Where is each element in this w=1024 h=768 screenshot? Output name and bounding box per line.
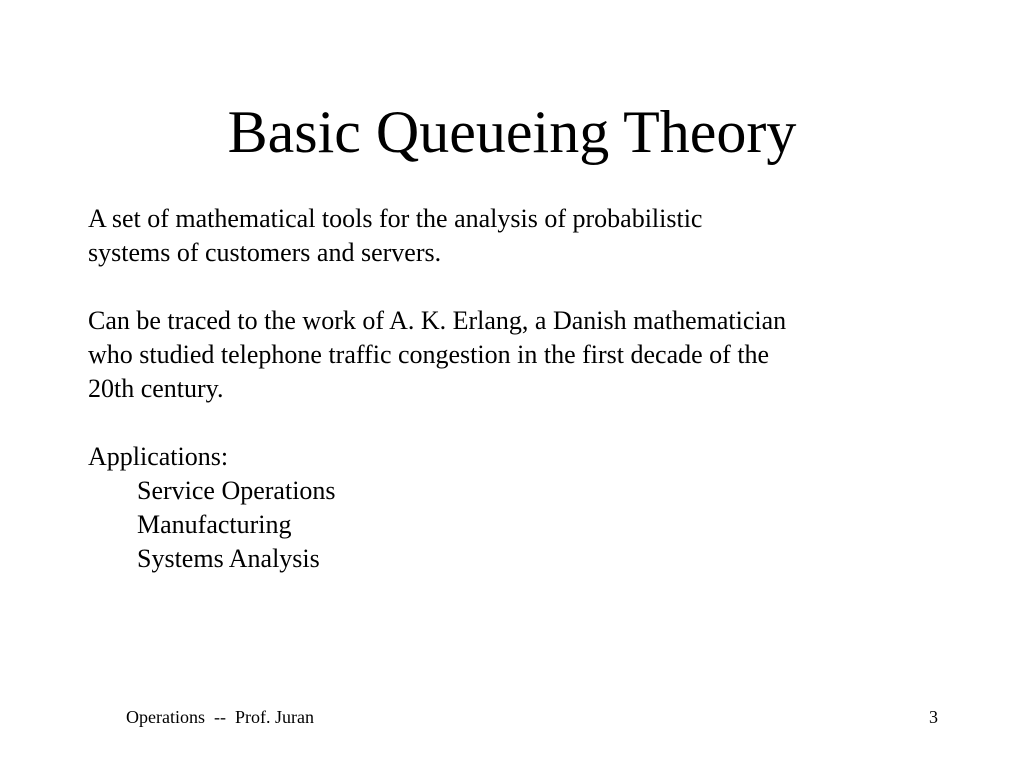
footer-course-label: Operations -- Prof. Juran: [126, 707, 314, 727]
applications-list: [88, 474, 948, 576]
applications-item: Systems Analysis: [137, 544, 320, 573]
footer-page-number: 3: [929, 707, 938, 727]
applications-section: [88, 440, 948, 576]
paragraph-definition: [88, 202, 948, 270]
paragraph-line: A set of mathematical tools for the analysis of probabilistic: [88, 204, 703, 233]
paragraph-line: Can be traced to the work of A. K. Erlang, a Danish mathematician: [88, 306, 787, 335]
paragraph-line: systems of customers and servers.: [88, 238, 442, 267]
applications-item: Manufacturing: [137, 510, 292, 539]
paragraph-line: 20th century.: [88, 374, 224, 403]
applications-item: Service Operations: [137, 476, 336, 505]
applications-label: Applications:: [88, 442, 229, 471]
paragraph-history: [88, 304, 948, 406]
slide-body: [88, 202, 948, 576]
slide-title: Basic Queueing Theory: [227, 99, 797, 165]
paragraph-line: who studied telephone traffic congestion in the first decade of the: [88, 340, 770, 369]
